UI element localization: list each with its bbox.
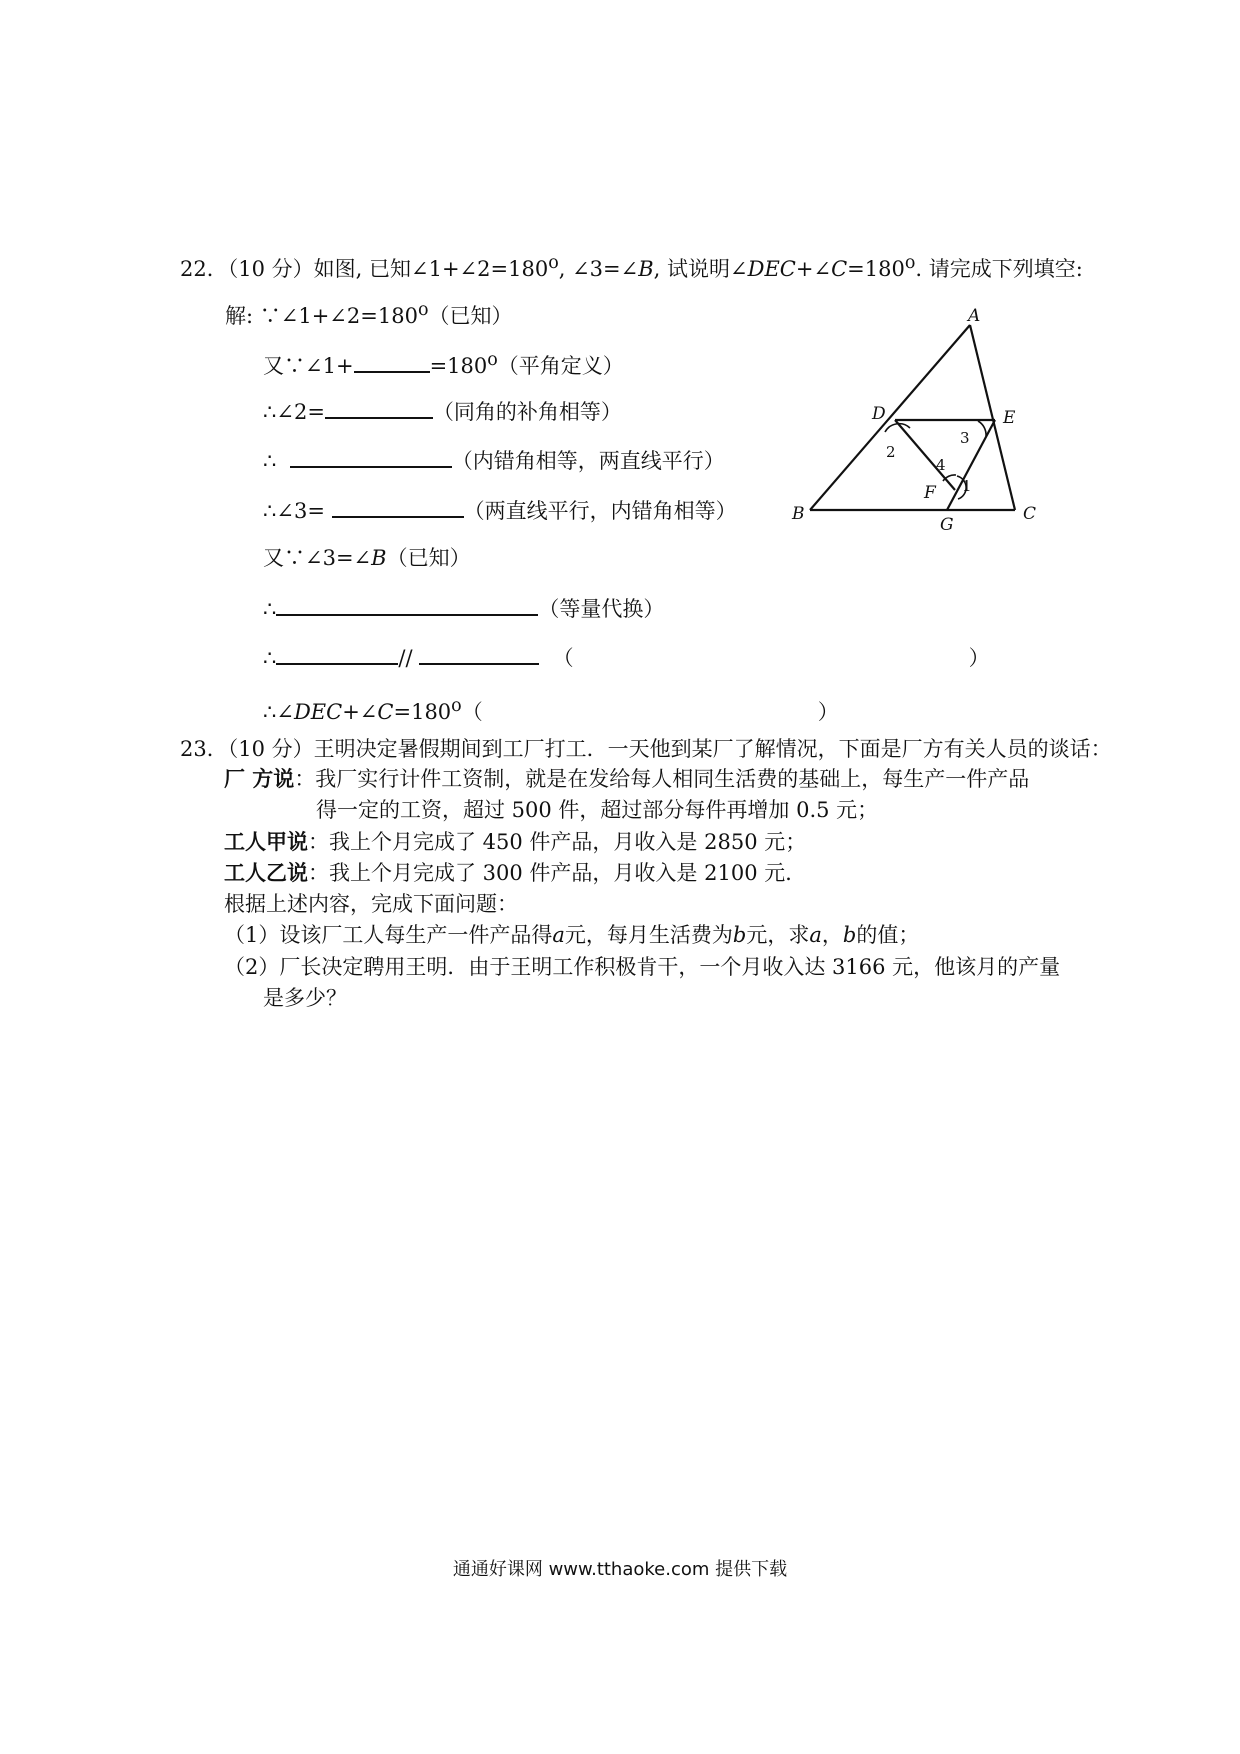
speaker-text: 得一定的工资，超过 500 件，超过部分每件再增加 0.5 元； [316, 798, 879, 822]
sub-question-text: （1）设该厂工人每生产一件产品得 [224, 923, 553, 947]
var-a: a [552, 923, 565, 947]
speaker-text: ：我厂实行计件工资制，就是在发给每人相同生活费的基础上，每生产一件产品 [294, 767, 1030, 791]
degree-mark: o [548, 253, 559, 273]
speaker-label-worker-a: 工人甲说 [224, 829, 308, 854]
step-reason: （等量代换） [538, 597, 665, 621]
segment-ab [810, 325, 970, 510]
step-text: +∠ [342, 700, 378, 724]
degree-mark: o [487, 350, 498, 370]
q23-sub-2-line-1 [224, 954, 1060, 980]
step-reason: （同角的补角相等） [432, 400, 622, 424]
q22-step-8 [263, 643, 990, 671]
reason-close-paren: ） [968, 646, 990, 670]
var-b: B [371, 546, 387, 570]
q22-stem-text-b: , ∠3=∠ [558, 257, 639, 281]
reason-open-paren: （ [461, 700, 483, 724]
step-reason: （两直线平行，内错角相等） [463, 499, 737, 523]
step-text: =180 [429, 354, 488, 378]
q23-score: （10 分） [227, 737, 314, 761]
degree-mark: o [904, 253, 916, 273]
q22-step-1 [225, 297, 512, 329]
step-reason: （内错角相等，两直线平行） [451, 449, 725, 473]
answer-blank[interactable] [325, 397, 433, 419]
q22-stem-text-f: . 请完成下列填空: [915, 257, 1083, 281]
answer-blank[interactable] [332, 496, 464, 518]
speaker-label-worker-b: 工人乙说 [224, 860, 308, 885]
q22-step-7 [263, 594, 664, 622]
angle-4-arc [943, 475, 956, 481]
step-text: ∴ [263, 597, 277, 621]
q23-stem [180, 736, 1112, 762]
step-text: 解: ∵∠1+∠2=180 [225, 304, 418, 328]
q22-step-6 [263, 545, 471, 571]
sub-question-text: 是多少？ [263, 986, 347, 1010]
var-b-lower: b [732, 923, 747, 947]
triangle-figure [790, 305, 1060, 530]
speaker-text: ：我上个月完成了 450 件产品，月收入是 2850 元； [308, 830, 807, 854]
angle-label-4: 4 [936, 456, 946, 474]
answer-blank[interactable] [276, 643, 398, 665]
step-text: ∴∠2= [263, 400, 325, 424]
speaker-text: ：我上个月完成了 300 件产品，月收入是 2100 元． [308, 861, 807, 885]
var-dec: DEC [293, 700, 343, 724]
q23-worker-b [224, 860, 806, 886]
var-a: a [809, 923, 822, 947]
angle-2-arc [885, 424, 910, 432]
degree-mark: o [417, 300, 429, 320]
q23-sub-2-line-2 [263, 985, 347, 1011]
segment-df [895, 420, 955, 490]
q23-factory-line-2 [316, 797, 878, 823]
var-dec: DEC [747, 257, 796, 281]
var-b: B [638, 257, 654, 281]
step-reason: （已知） [386, 546, 471, 570]
q22-step-4 [263, 446, 725, 474]
step-text: 又∵∠3=∠ [263, 546, 372, 570]
q22-step-3 [263, 397, 622, 425]
step-text: ∴ [263, 449, 277, 473]
step-reason: （平角定义） [497, 354, 624, 378]
answer-blank[interactable] [276, 594, 538, 616]
answer-blank[interactable] [354, 351, 430, 373]
degree-mark: o [451, 696, 462, 716]
parallel-sign: // [398, 646, 413, 670]
q22-number: 22． [180, 257, 228, 281]
q22-stem-text-d: +∠ [795, 257, 832, 281]
var-c: C [831, 257, 848, 281]
step-text: ∴ [263, 646, 277, 670]
angle-3-arc [978, 421, 986, 436]
answer-blank[interactable] [290, 446, 452, 468]
sub-question-text: （2）厂长决定聘用王明．由于王明工作积极肯干，一个月收入达 3166 元，他该月的产量 [224, 955, 1061, 979]
vertex-label-e: E [1003, 408, 1016, 428]
q22-step-2 [263, 347, 624, 379]
var-c: C [377, 700, 394, 724]
angle-label-1: 1 [962, 477, 972, 495]
sub-question-text: 元，每月生活费为 [564, 923, 733, 947]
q23-number: 23． [180, 737, 228, 761]
q22-stem [180, 250, 1083, 282]
reason-open-paren: （ [552, 646, 574, 670]
var-b-lower: b [842, 923, 857, 947]
q23-prompt [224, 891, 518, 917]
q22-stem-text-c: , 试说明∠ [653, 257, 748, 281]
q22-stem-text-e: =180 [847, 257, 905, 281]
step-text: =180 [393, 700, 452, 724]
q23-sub-1 [224, 922, 919, 948]
sub-question-text: 元，求 [746, 923, 810, 947]
reason-close-paren: ） [817, 700, 839, 724]
page-footer: 通通好课网 www.tthaoke.com 提供下载 [452, 1559, 788, 1580]
q23-stem-text: 王明决定暑假期间到工厂打工．一天他到某厂了解情况，下面是厂方有关人员的谈话： [313, 737, 1112, 761]
q22-step-9 [263, 693, 839, 725]
vertex-label-f: F [924, 483, 936, 503]
vertex-label-a: A [968, 306, 981, 326]
q22-score: （10 分） [227, 257, 314, 281]
q23-worker-a [224, 829, 806, 855]
step-reason: （已知） [428, 304, 513, 328]
q23-factory-line-1 [224, 766, 1029, 792]
q22-step-5 [263, 496, 737, 524]
step-text: ∴∠3= [263, 499, 325, 523]
step-text: ∴∠ [263, 700, 294, 724]
prompt-text: 根据上述内容，完成下面问题： [224, 892, 518, 916]
angle-label-2: 2 [886, 443, 896, 461]
vertex-label-c: C [1023, 504, 1037, 524]
sub-question-text: 的值； [856, 923, 920, 947]
segment-eg [947, 420, 995, 510]
q22-stem-text-a: 如图, 已知∠1+∠2=180 [313, 257, 549, 281]
speaker-label-factory: 厂 方说 [224, 766, 295, 791]
vertex-label-g: G [940, 515, 954, 530]
step-text: 又∵∠1+ [263, 354, 354, 378]
vertex-label-d: D [872, 404, 886, 424]
answer-blank[interactable] [419, 643, 539, 665]
sub-question-text: ， [821, 923, 843, 947]
vertex-label-b: B [792, 504, 805, 524]
angle-label-3: 3 [960, 429, 970, 447]
